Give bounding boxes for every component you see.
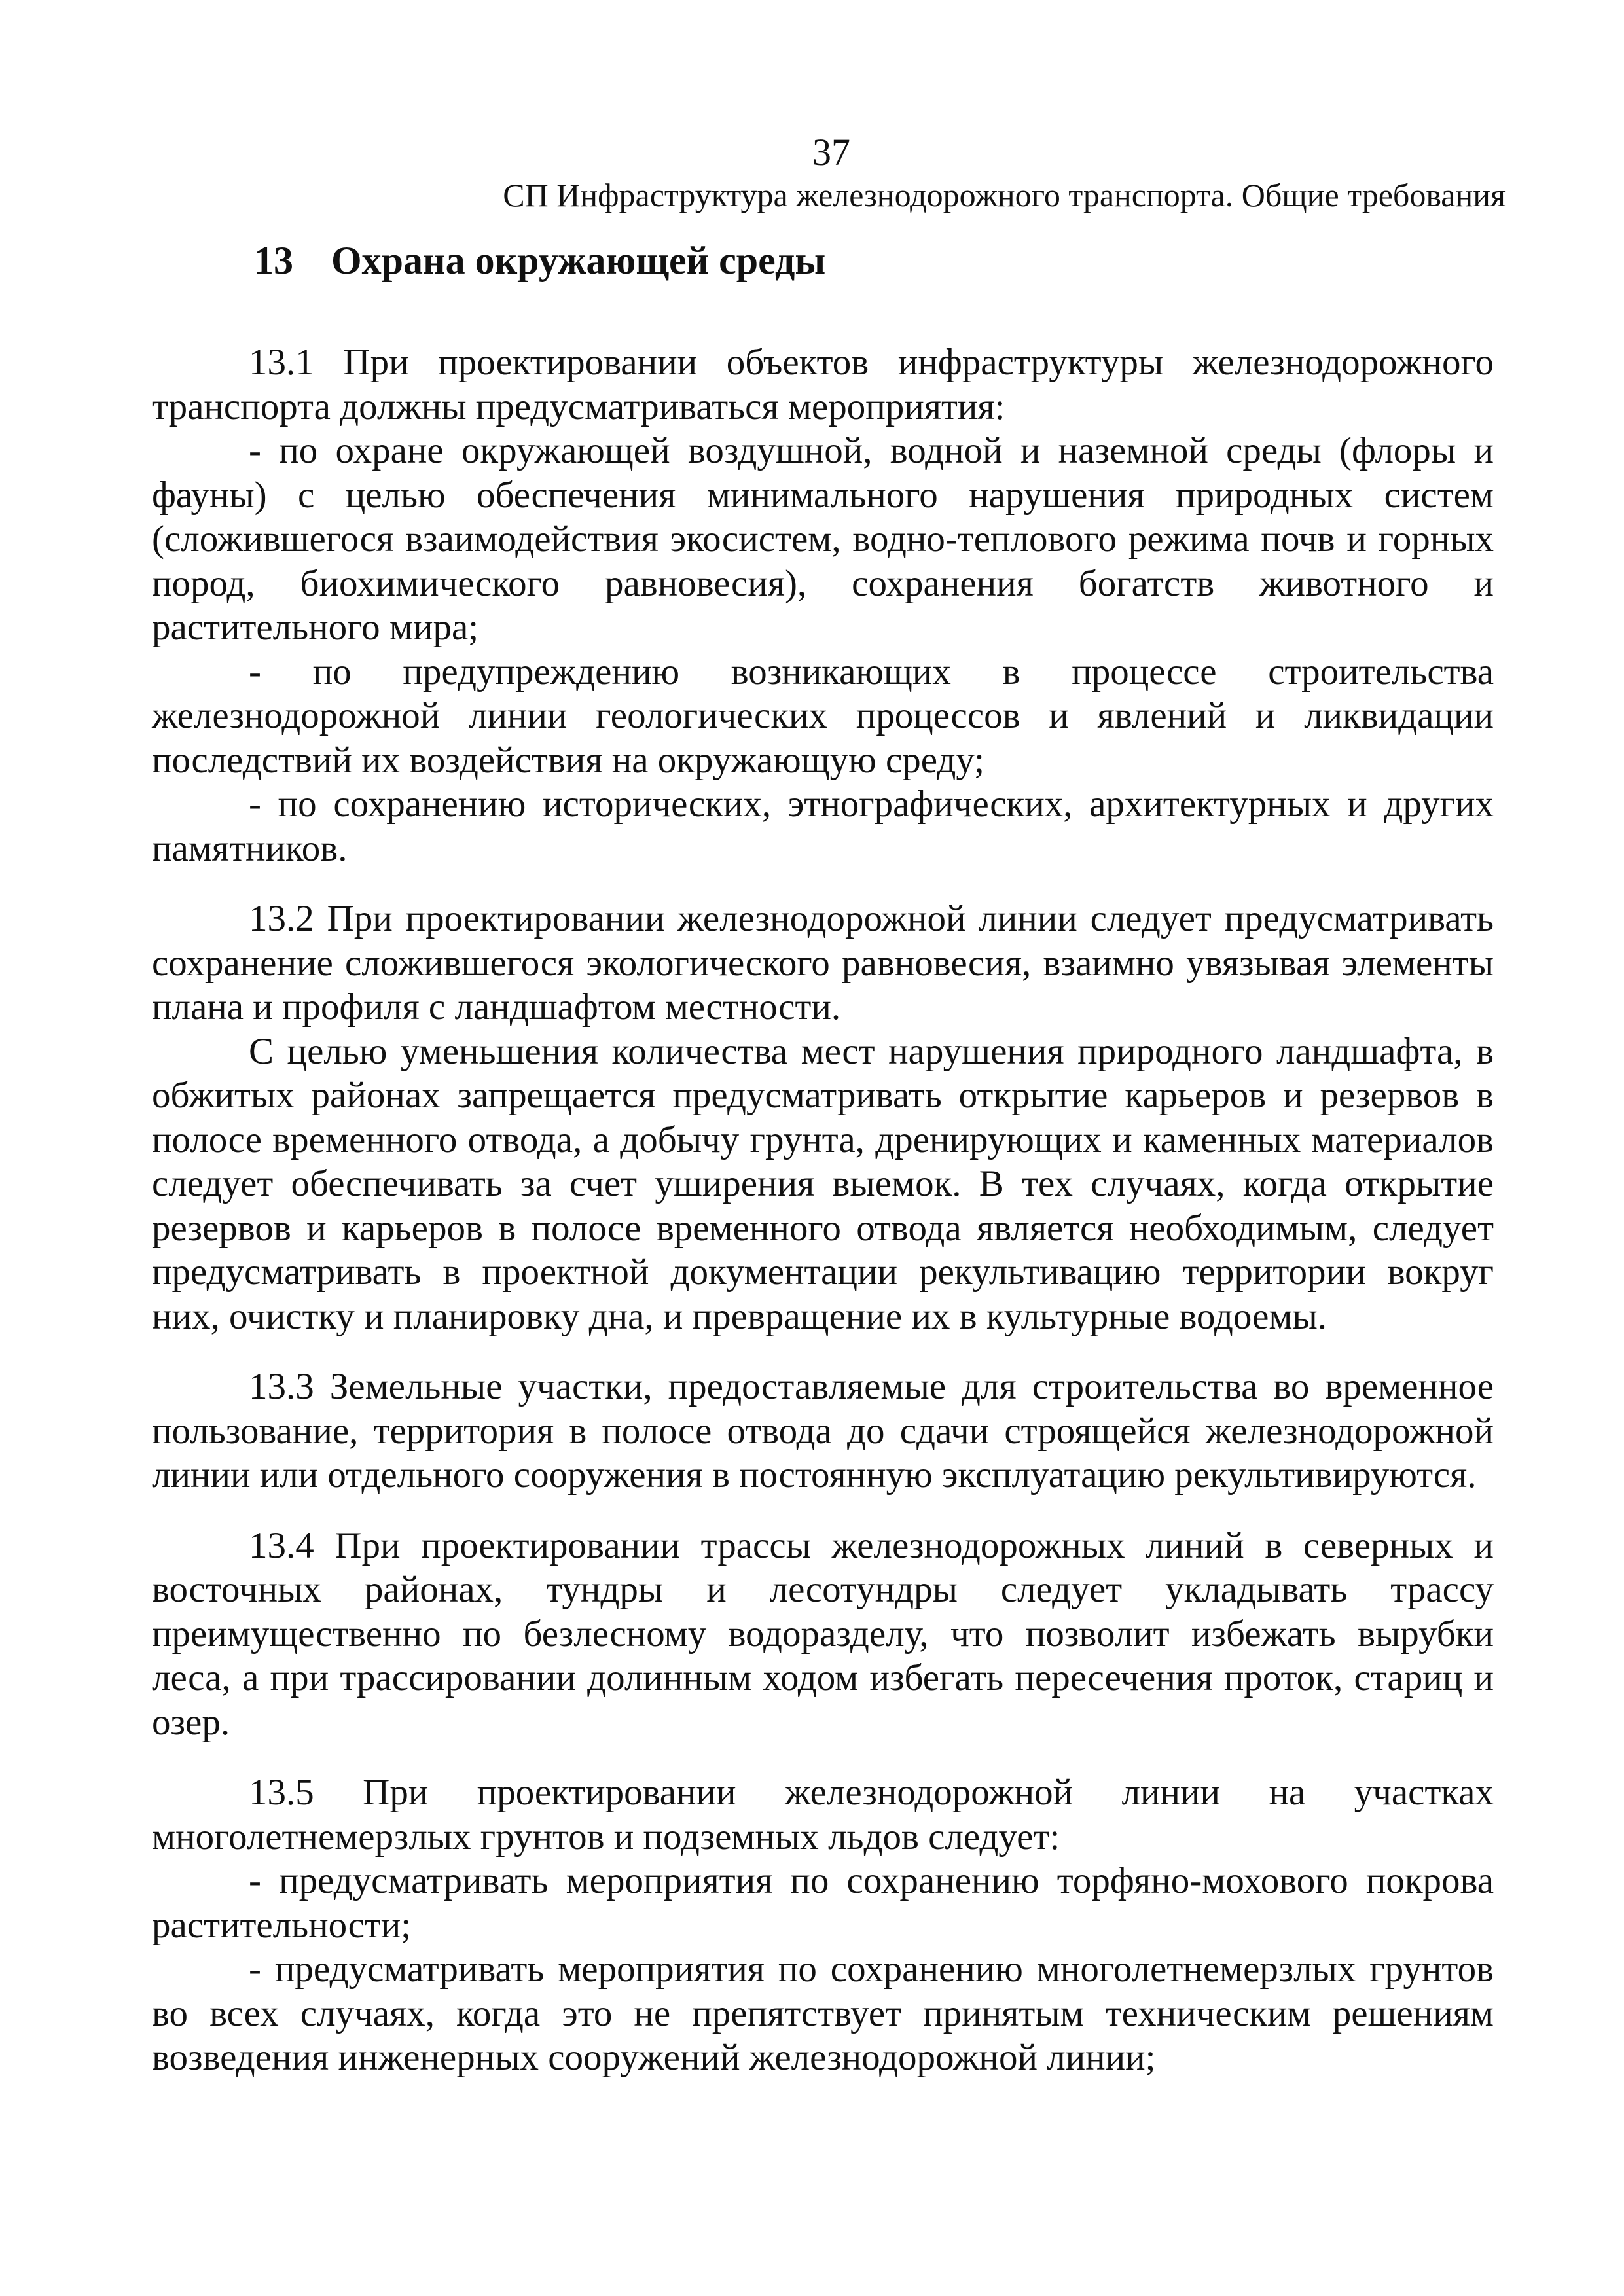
section-body — [152, 340, 1494, 2080]
list-item-peat-moss-cover: - предусматривать мероприятия по сохранению торфяно-мохового покрова растительности; — [152, 1860, 1494, 1946]
list-item-environment-protection: - по охране окружающей воздушной, водной и наземной среды (флоры и фауны) с целью обеспечения минимального нарушения природных систем (сложившегося взаимодействия экосистем, водно-теплового режима почв и горных пород, биохимического равновесия), сохранения богатств животного и растительного мира; — [152, 430, 1494, 648]
clause-13-5: 13.5 При проектировании железнодорожной линии на участках многолетнемерзлых грунтов и подземных льдов следует: — [152, 1772, 1494, 1857]
section-title: Охрана окружающей среды — [331, 239, 826, 282]
paragraph-quarries-reserves: С целью уменьшения количества мест нарушения природного ландшафта, в обжитых районах запрещается предусматривать открытие карьеров и резервов в полосе временного отвода, а добычу грунта, дренирующих и каменных материалов следует обеспечивать за счет уширения выемок. В тех случаях, когда открытие резервов и карьеров в полосе временного отвода является необходимым, следует предусматривать в проектной документации рекультивацию территории вокруг них, очистку и планировку дна, и превращение их в культурные водоемы. — [152, 1030, 1494, 1337]
clause-13-4: 13.4 При проектировании трассы железнодорожных линий в северных и восточных районах, тундры и лесотундры следует укладывать трассу преимущественно по безлесному водоразделу, что позволит избежать вырубки леса, а при трассировании долинным ходом избегать пересечения проток, стариц и озер. — [152, 1524, 1494, 1743]
section-number: 13 — [254, 239, 293, 282]
list-item-permafrost-preservation: - предусматривать мероприятия по сохранению многолетнемерзлых грунтов во всех случаях, когда это не препятствует принятым техническим решениям возведения инженерных сооружений железнодорожной линии; — [152, 1948, 1494, 2078]
section-heading — [254, 236, 825, 285]
list-item-geological-prevention: - по предупреждению возникающих в процессе строительства железнодорожной линии геологических процессов и явлений и ликвидации последствий их воздействия на окружающую среду; — [152, 651, 1494, 781]
clause-13-1: 13.1 При проектировании объектов инфраструктуры железнодорожного транспорта должны предусматриваться мероприятия: — [152, 342, 1494, 427]
page-number: 37 — [812, 131, 850, 173]
list-item-monuments-preservation: - по сохранению исторических, этнографических, архитектурных и других памятников. — [152, 783, 1494, 869]
clause-13-3: 13.3 Земельные участки, предоставляемые для строительства во временное пользование, территория в полосе отвода до сдачи строящейся железнодорожной линии или отдельного сооружения в постоянную эксплуатацию рекультивируются. — [152, 1366, 1494, 1496]
running-header: СП Инфраструктура железнодорожного транспорта. Общие требования — [503, 177, 1506, 213]
clause-13-2: 13.2 При проектировании железнодорожной линии следует предусматривать сохранение сложившегося экологического равновесия, взаимно увязывая элементы плана и профиля с ландшафтом местности. — [152, 898, 1494, 1028]
